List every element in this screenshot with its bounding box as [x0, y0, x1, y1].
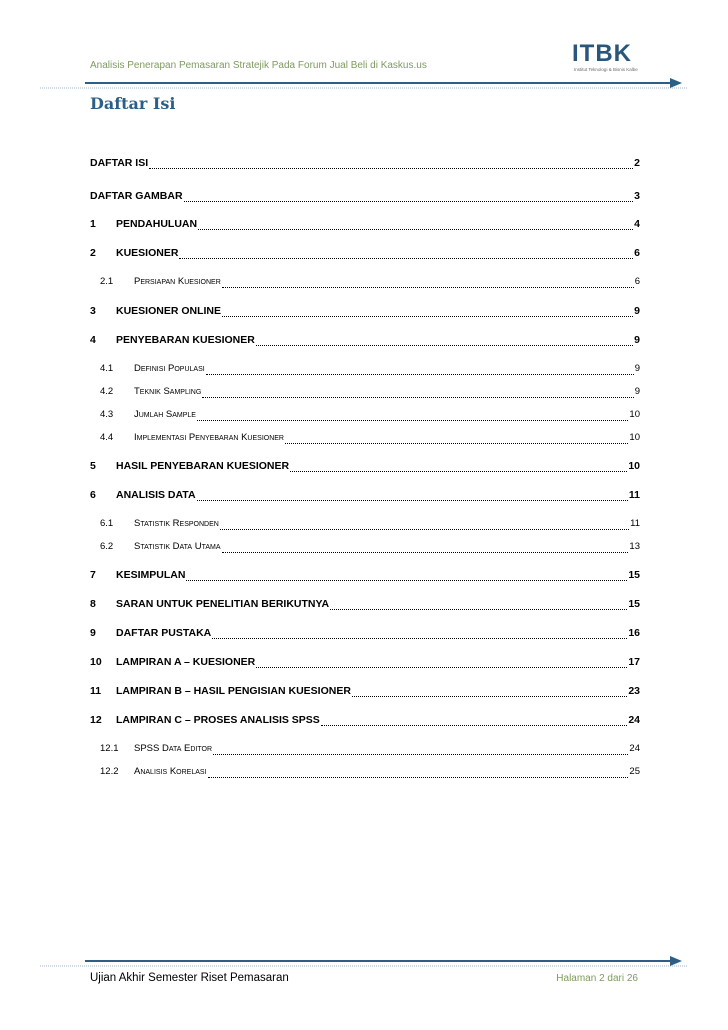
- toc-entry[interactable]: [90, 157, 640, 173]
- toc-entry-title: PENYEBARAN KUESIONER: [116, 334, 255, 346]
- toc-entry-page: 17: [628, 656, 640, 668]
- toc-entry-page: 9: [634, 305, 640, 317]
- toc-entry-title: Persiapan Kuesioner: [134, 276, 221, 287]
- toc-entry-title: Teknik Sampling: [134, 386, 202, 397]
- header-title: Analisis Penerapan Pemasaran Stratejik Pada Forum Jual Beli di Kaskus.us: [90, 60, 427, 71]
- toc-entry-page: 11: [628, 489, 640, 501]
- toc-entry-title: KESIMPULAN: [116, 569, 186, 581]
- toc-entry-title: KUESIONER: [116, 247, 179, 259]
- toc-entry[interactable]: [90, 489, 640, 505]
- toc-entry[interactable]: [90, 685, 640, 701]
- toc-entry-title: Statistik Data Utama: [134, 541, 221, 552]
- toc-entry-page: 15: [628, 598, 640, 610]
- toc-entry-page: 9: [634, 334, 640, 346]
- toc-entry-page: 11: [630, 518, 640, 529]
- toc-entry-number: 7: [90, 569, 96, 581]
- logo-subtitle: Institut Teknologi & Bisnis Kalbe: [574, 67, 638, 72]
- toc-entry-page: 24: [629, 743, 640, 754]
- toc-entry[interactable]: [90, 714, 640, 730]
- toc-entry-number: 12.1: [100, 743, 119, 754]
- toc-entry-number: 4.4: [100, 432, 114, 443]
- toc-entry-number: 6.2: [100, 541, 114, 552]
- toc-entry-number: 4.3: [100, 409, 114, 420]
- toc-entry-number: 9: [90, 627, 96, 639]
- toc-entry-page: 13: [629, 541, 640, 552]
- toc-entry[interactable]: [90, 247, 640, 263]
- toc-entry[interactable]: [90, 598, 640, 614]
- toc-entry-page: 10: [628, 460, 640, 472]
- toc-entry[interactable]: [90, 518, 640, 534]
- logo-text: ITBK: [572, 40, 632, 67]
- toc-entry-title: PENDAHULUAN: [116, 218, 198, 230]
- toc-entry-title: ANALISIS DATA: [116, 489, 196, 501]
- toc-leader-dots: [198, 228, 633, 230]
- page-title: Daftar Isi: [90, 94, 176, 113]
- toc-leader-dots: [184, 200, 634, 202]
- toc-entry[interactable]: [90, 569, 640, 585]
- toc-leader-dots: [256, 344, 633, 346]
- toc-entry-number: 3: [90, 305, 96, 317]
- toc-leader-dots: [222, 286, 634, 288]
- toc-entry[interactable]: [90, 190, 640, 206]
- toc-entry-page: 9: [634, 363, 640, 374]
- toc-entry[interactable]: [90, 334, 640, 350]
- toc-entry-number: 2.1: [100, 276, 114, 287]
- header-rule: [40, 78, 688, 92]
- toc-entry-title: DAFTAR PUSTAKA: [116, 627, 212, 639]
- toc-entry-number: 12.2: [100, 766, 119, 777]
- toc-leader-dots: [222, 551, 629, 553]
- footer-page-number: Halaman 2 dari 26: [556, 973, 638, 984]
- toc-entry-title: Definisi Populasi: [134, 363, 205, 374]
- toc-entry-number: 11: [90, 685, 102, 697]
- toc-leader-dots: [352, 695, 627, 697]
- toc-leader-dots: [208, 776, 629, 778]
- toc-leader-dots: [149, 167, 633, 169]
- footer-course: Ujian Akhir Semester Riset Pemasaran: [90, 972, 289, 984]
- toc-entry-page: 6: [634, 276, 640, 287]
- toc-entry-page: 4: [634, 218, 640, 230]
- toc-entry[interactable]: [90, 218, 640, 234]
- itbk-logo: [568, 40, 668, 76]
- toc-entry-title: LAMPIRAN B – HASIL PENGISIAN KUESIONER: [116, 685, 351, 697]
- toc-entry-title: DAFTAR GAMBAR: [90, 190, 183, 202]
- toc-entry-page: 9: [634, 386, 640, 397]
- toc-entry[interactable]: [90, 743, 640, 759]
- toc-entry[interactable]: [90, 541, 640, 557]
- toc-leader-dots: [186, 579, 627, 581]
- toc-entry-page: 16: [628, 627, 640, 639]
- toc-entry-page: 6: [634, 247, 640, 259]
- toc-entry[interactable]: [90, 363, 640, 379]
- toc-entry-number: 10: [90, 656, 102, 668]
- toc-entry-number: 8: [90, 598, 96, 610]
- toc-entry-title: LAMPIRAN C – PROSES ANALISIS SPSS: [116, 714, 320, 726]
- toc-entry[interactable]: [90, 432, 640, 448]
- toc-leader-dots: [285, 442, 628, 444]
- toc-entry-page: 23: [628, 685, 640, 697]
- toc-entry-page: 15: [628, 569, 640, 581]
- toc-entry-number: 2: [90, 247, 96, 259]
- toc-entry-number: 6.1: [100, 518, 114, 529]
- toc-leader-dots: [213, 753, 628, 755]
- toc-leader-dots: [290, 470, 627, 472]
- toc-entry-number: 1: [90, 218, 96, 230]
- toc-entry-page: 25: [629, 766, 640, 777]
- toc-entry-title: Implementasi Penyebaran Kuesioner: [134, 432, 284, 443]
- toc-entry-number: 4.1: [100, 363, 114, 374]
- toc-entry-title: HASIL PENYEBARAN KUESIONER: [116, 460, 290, 472]
- toc-entry-number: 5: [90, 460, 96, 472]
- toc-leader-dots: [206, 373, 634, 375]
- toc-leader-dots: [212, 637, 627, 639]
- toc-entry[interactable]: [90, 627, 640, 643]
- toc-entry[interactable]: [90, 386, 640, 402]
- toc-leader-dots: [222, 315, 633, 317]
- toc-entry[interactable]: [90, 766, 640, 782]
- toc-leader-dots: [202, 396, 633, 398]
- toc-entry-title: Jumlah Sample: [134, 409, 196, 420]
- toc-entry[interactable]: [90, 656, 640, 672]
- toc-entry-number: 4.2: [100, 386, 114, 397]
- toc-leader-dots: [179, 257, 633, 259]
- toc-entry-number: 12: [90, 714, 102, 726]
- toc-leader-dots: [220, 528, 629, 530]
- toc-entry-title: LAMPIRAN A – KUESIONER: [116, 656, 256, 668]
- toc-entry-title: SPSS Data Editor: [134, 743, 213, 754]
- toc-entry-title: SARAN UNTUK PENELITIAN BERIKUTNYA: [116, 598, 330, 610]
- toc-entry-page: 10: [629, 432, 640, 443]
- toc-entry-title: KUESIONER ONLINE: [116, 305, 222, 317]
- toc-entry[interactable]: [90, 276, 640, 292]
- toc-entry-page: 3: [634, 190, 640, 202]
- toc-leader-dots: [256, 666, 627, 668]
- toc-entry-title: DAFTAR ISI: [90, 157, 149, 169]
- toc-entry-page: 10: [629, 409, 640, 420]
- toc-entry-number: 4: [90, 334, 96, 346]
- toc-entry-number: 6: [90, 489, 96, 501]
- toc-entry[interactable]: [90, 305, 640, 321]
- toc-entry[interactable]: [90, 460, 640, 476]
- toc-entry-title: Analisis Korelasi: [134, 766, 207, 777]
- footer-rule: [40, 956, 688, 970]
- toc-entry-page: 2: [634, 157, 640, 169]
- toc-leader-dots: [330, 608, 627, 610]
- toc-leader-dots: [321, 724, 628, 726]
- toc-entry-title: Statistik Responden: [134, 518, 219, 529]
- toc-entry[interactable]: [90, 409, 640, 425]
- toc-leader-dots: [197, 499, 628, 501]
- toc-leader-dots: [197, 419, 628, 421]
- toc-entry-page: 24: [628, 714, 640, 726]
